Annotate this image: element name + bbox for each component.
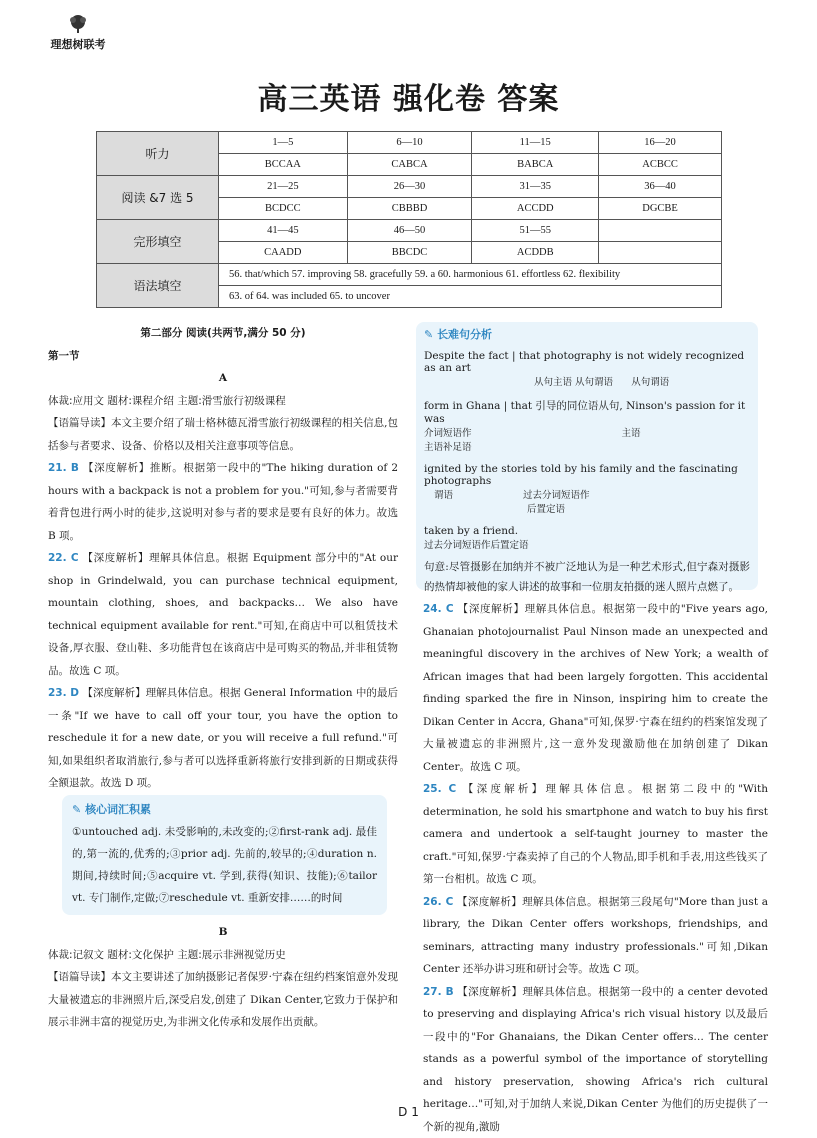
answer-cell: BCCAA: [219, 154, 348, 176]
passage-a-type: 体裁:应用文 题材:课程介绍 主题:滑雪旅行初级课程: [48, 394, 286, 407]
note: 从句谓语: [631, 377, 670, 388]
range-cell: 51—55: [472, 220, 599, 242]
q27-number: 27. B: [423, 985, 454, 998]
q22-explanation: 【深度解析】理解具体信息。根据 Equipment 部分中的"At our shop in Grindelwald, you can purchase technical equipment, mountain clothing, shoes, and backpacks… We also have technical equipment available for rent."可知,在商店中可以租赁技术设备,厚衣服、登山鞋、多功能背包在该商店中是可购买的物品,并非租赁物品。故选 C 项。: [48, 552, 398, 677]
note: 从句主语: [534, 377, 573, 388]
row-label: 阅读 &7 选 5: [97, 176, 219, 220]
pencil-icon: ✎: [424, 328, 434, 341]
note: 主语补足语: [424, 442, 472, 453]
sentence-line-3: ignited by the stories told by his family and the fascinating photographs: [424, 463, 738, 487]
tree-logo-icon: [67, 14, 89, 34]
range-cell: 21—25: [219, 176, 348, 198]
q24-explanation: 【深度解析】理解具体信息。根据第一段中的"Five years ago, Ghanaian photojournalist Paul Ninson made an unexpected and meaningful discovery in the archives of New York; a wealth of African images that had been largely forgotten. This accidental finding sparked the fire in Ninson, inspiring him to create the Dikan Center in Accra, Ghana"可知,保罗·宁森在纽约的档案馆发现了大量被遗忘的非洲照片,这一意外发现激励他在加纳创建了 Dikan Center。故选 C 项。: [423, 603, 769, 773]
q25-explanation: 【深度解析】理解具体信息。根据第二段中的"With determination, he sold his smartphone and watch to buy his first camera and undertook a self-taught journey to master the craft."可知,保罗·宁森卖掉了自己的个人物品,即手机和手表,用这些钱买了第一台相机。故选 C 项。: [423, 783, 768, 885]
q21-number: 21. B: [48, 462, 79, 474]
answer-cell: BCDCC: [219, 198, 348, 220]
sentence-line-1: Despite the fact | that photography is not widely recognized as an art: [424, 350, 745, 374]
q22-number: 22. C: [48, 552, 79, 564]
range-cell: 46—50: [347, 220, 472, 242]
range-cell: 26—30: [347, 176, 472, 198]
range-cell: 1—5: [219, 132, 348, 154]
note: 后置定语: [527, 504, 566, 515]
q26-explanation: 【深度解析】理解具体信息。根据第三段尾句"More than just a library, the Dikan Center offers workshops, friendships, and seminars, attracting many industry professionals."可知,Dikan Center 还举办讲习班和研讨会等。故选 C 项。: [423, 895, 768, 975]
passage-b-guide: 【语篇导读】本文主要讲述了加纳摄影记者保罗·宁森在纽约档案馆意外发现大量被遗忘的非洲照片后,深受启发,创建了 Dikan Center,它致力于保护和展示非洲丰富的视觉历史,为非洲文化传承和发展作出贡献。: [48, 971, 398, 1028]
q24-number: 24. C: [423, 603, 454, 615]
passage-b-type: 体裁:记叙文 题材:文化保护 主题:展示非洲视觉历史: [48, 948, 286, 961]
grammar-answers-line1: 56. that/which 57. improving 58. gracefully 59. a 60. harmonious 61. effortless 62. flexibility: [219, 264, 722, 286]
answer-cell: ACBCC: [599, 154, 722, 176]
row-label: 完形填空: [97, 220, 219, 264]
passage-b-label: B: [218, 926, 228, 938]
answer-cell: ACDDB: [472, 242, 599, 264]
note: 谓语: [434, 490, 454, 501]
answer-cell: DGCBE: [599, 198, 722, 220]
long-sentence-box: [416, 322, 758, 593]
answer-cell: BABCA: [472, 154, 599, 176]
note: 过去分词短语作: [523, 490, 590, 501]
answer-cell: BBCDC: [347, 242, 472, 264]
row-label: 听力: [97, 132, 219, 176]
passage-a-label: A: [218, 372, 228, 384]
note: 主语: [621, 428, 641, 439]
q23-number: 23. D: [48, 687, 80, 699]
q25-number: 25. C: [423, 783, 457, 795]
vocab-box: [62, 795, 387, 915]
page-title: 高三英语 强化卷 答案: [257, 82, 560, 117]
q21-explanation: 【深度解析】推断。根据第一段中的"The hiking duration of 2 hours with a backpack is not a problem for you."可知,参与者需要背着背包进行两小时的徒步,这说明对参与者的要求是要有良好的体力。故选 B 项。: [48, 462, 399, 542]
range-cell: 11—15: [472, 132, 599, 154]
answer-cell: ACCDD: [472, 198, 599, 220]
logo-text: 理想树联考: [50, 38, 106, 51]
vocab-title: ✎ 核心词汇积累: [72, 803, 152, 816]
long-sentence-title: ✎ 长难句分析: [424, 328, 493, 341]
vocab-text: ①untouched adj. 未受影响的,未改变的;②first-rank adj. 最佳的,第一流的,优秀的;③prior adj. 先前的,较早的;④duration n. 期间,持续时间;⑤acquire vt. 学到,获得(知识、技能);⑥tailor vt. 专门制作,定做;⑦reschedule vt. 重新安排……的时间: [72, 826, 377, 904]
range-cell: 16—20: [599, 132, 722, 154]
section-heading: 第一节: [48, 349, 80, 362]
answer-cell: CBBBD: [347, 198, 472, 220]
pencil-icon: ✎: [72, 803, 82, 816]
range-cell: 41—45: [219, 220, 348, 242]
answer-cell: [599, 242, 722, 264]
grammar-answers-line2: 63. of 64. was included 65. to uncover: [219, 286, 722, 308]
left-column-b: [48, 921, 398, 1034]
note: 从句谓语: [575, 377, 614, 388]
range-cell: [599, 220, 722, 242]
part-heading: 第二部分 阅读(共两节,满分 50 分): [140, 327, 306, 339]
note: 介词短语作: [424, 428, 472, 439]
page-number: D 1: [398, 1105, 419, 1119]
q23-explanation: 【深度解析】理解具体信息。根据 General Information 中的最后一条"If we have to call off your tour, you have the option to reschedule it for a new date, or you will receive a full refund."可知,如果组织者取消旅行,参与者可以选择重新将旅行安排到新的日期或获得全额退款。故选 D 项。: [48, 687, 398, 789]
sentence-line-4: taken by a friend.: [424, 525, 519, 537]
answer-cell: CAADD: [219, 242, 348, 264]
range-cell: 31—35: [472, 176, 599, 198]
q27-explanation: 【深度解析】理解具体信息。根据第一段中的 a center devoted to preserving and displaying Africa's rich visual history 以及最后一段中的"For Ghanaians, the Dikan Center offers… The center stands as a powerful symbol of the importance of storytelling and history preservation, showing Africa's rich cultural heritage…"可知,对于加纳人来说,Dikan Center 为他们的历史提供了一个新的视角,激励: [423, 985, 768, 1133]
sentence-line-2: form in Ghana | that 引导的同位语从句, Ninson's passion for it was: [424, 400, 746, 425]
answer-cell: CABCA: [347, 154, 472, 176]
row-label: 语法填空: [97, 264, 219, 308]
answer-table: [96, 131, 722, 308]
right-column: [423, 598, 768, 1138]
note: 过去分词短语作后置定语: [424, 540, 529, 551]
range-cell: 6—10: [347, 132, 472, 154]
range-cell: 36—40: [599, 176, 722, 198]
q26-number: 26. C: [423, 895, 454, 908]
passage-a-guide: 【语篇导读】本文主要介绍了瑞士格林德瓦滑雪旅行初级课程的相关信息,包括参与者要求、设备、价格以及相关注意事项等信息。: [48, 417, 398, 452]
left-column: [48, 322, 398, 795]
logo: [48, 14, 108, 52]
sentence-meaning: 句意:尽管摄影在加纳并不被广泛地认为是一种艺术形式,但宁森对摄影的热情却被他的家人讲述的故事和一位朋友拍摄的迷人照片点燃了。: [424, 561, 750, 593]
